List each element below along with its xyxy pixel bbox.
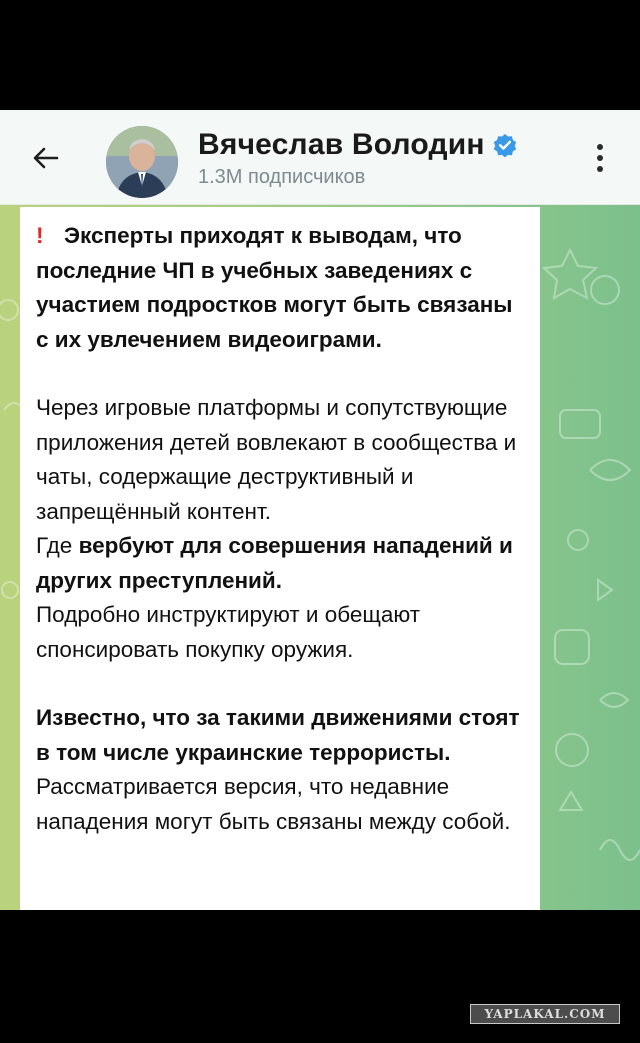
paragraph-terrorists: Известно, что за такими движениями стоят в том числе украинские террористы. [36, 705, 520, 765]
telegram-screen [0, 110, 640, 910]
headline-text: Эксперты приходят к выводам, что последние ЧП в учебных заведениях с участием подростков могут быть связаны с их увлечением видеоиграми. [36, 223, 513, 352]
channel-name-text: Вячеслав Володин [198, 128, 485, 161]
recruit-prefix: Где [36, 533, 79, 558]
paragraph-recruit [36, 529, 531, 598]
back-button[interactable] [28, 140, 64, 176]
more-menu-button[interactable] [588, 138, 612, 178]
verified-badge-icon [493, 133, 517, 157]
channel-avatar[interactable] [106, 126, 178, 198]
recruit-bold: вербуют для совершения нападений и других преступлений. [36, 533, 513, 593]
paragraph-platforms: Через игровые платформы и сопутствующие приложения детей вовлекают в сообщества и чаты, содержащие деструктивный и запрещённый контент. [36, 395, 517, 524]
chat-header [0, 110, 640, 205]
avatar-photo [106, 126, 178, 198]
arrow-left-icon [31, 143, 61, 173]
paragraph-instruct: Подробно инструктируют и обещают спонсировать покупку оружия. [36, 602, 421, 662]
exclamation-icon: ! [36, 223, 44, 248]
channel-title[interactable] [198, 128, 517, 162]
site-watermark: YAPLAKAL.COM [470, 1004, 620, 1024]
more-vertical-icon [597, 144, 603, 150]
paragraph-version: Рассматривается версия, что недавние нападения могут быть связаны между собой. [36, 774, 511, 834]
subscriber-count: 1.3M подписчиков [198, 166, 366, 188]
message-text [36, 219, 531, 839]
message-headline [36, 219, 531, 357]
message-bubble[interactable] [20, 207, 540, 910]
more-vertical-icon-dot [597, 155, 603, 161]
more-vertical-icon-dot [597, 166, 603, 172]
